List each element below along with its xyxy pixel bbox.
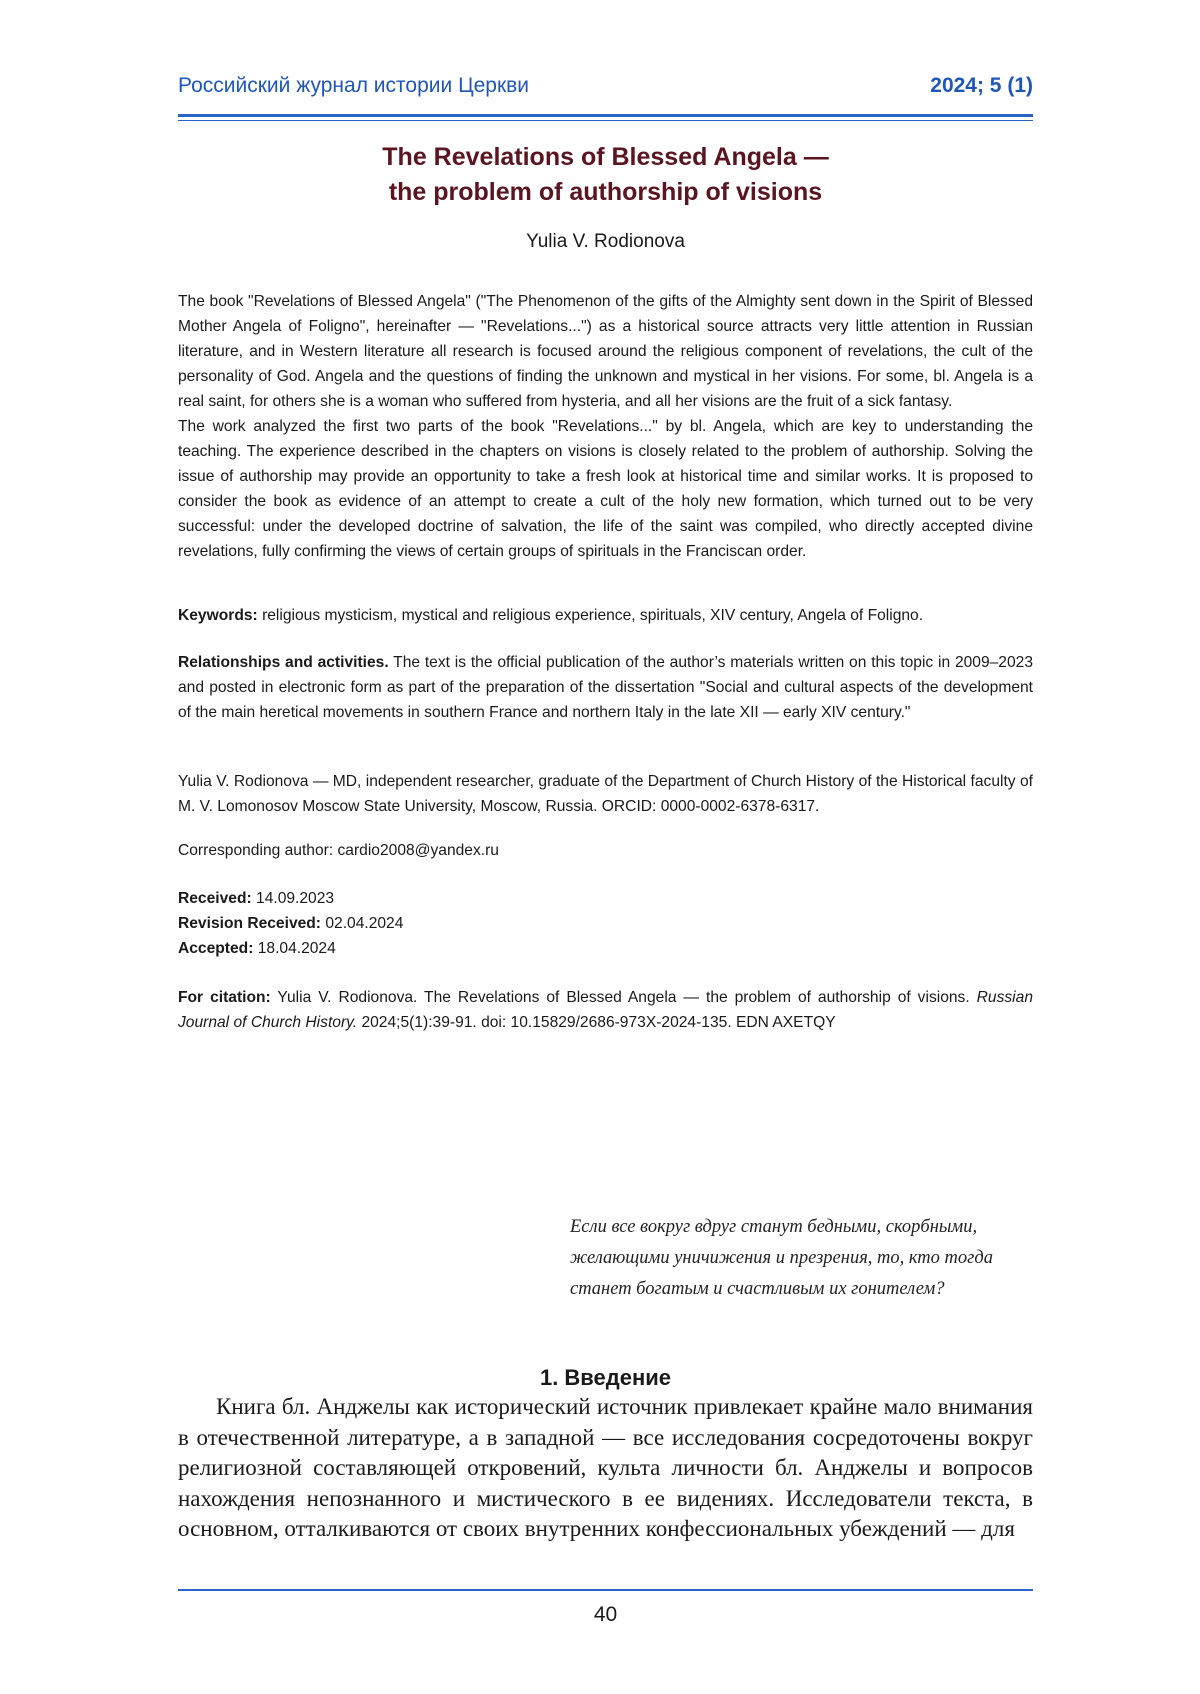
article-title [178,140,1033,210]
relationships-label: Relationships and activities. [178,654,389,671]
corresponding-author [178,838,1033,863]
footer-rule [178,1589,1033,1591]
keywords-label: Keywords: [178,607,258,624]
abstract [178,289,1033,564]
received-line [178,886,1033,911]
journal-name: Российский журнал истории Церкви [178,74,530,97]
section-body-text: Книга бл. Анджелы как исторический источник привлекает крайне мало внимания в отечественной литературе, а в западной — все исследования сосредоточены вокруг религиозной составляющей откровений, культа личности бл. Анджелы и вопросов нахождения непознанного и мистического в ее видениях. Исследователи текста, в основном, отталкиваются от своих внутренних конфессиональных убеждений — для [178,1394,1033,1541]
accepted-label: Accepted: [178,940,254,957]
citation-text-2: 2024;5(1):39-91. doi: 10.15829/2686-973X-2024-135. EDN AXETQY [357,1014,836,1031]
citation-journal: Russian Journal of Church History. [178,989,1033,1031]
citation [178,985,1033,1035]
revision-date: 02.04.2024 [321,915,404,932]
header-rule-thick [178,114,1033,117]
received-label: Received: [178,890,252,907]
title-line-1: The Revelations of Blessed Angela — [382,143,829,171]
page-number: 40 [593,1603,618,1626]
keywords-text: religious mysticism, mystical and religious experience, spirituals, XIV century, Angela of Foligno. [257,607,924,624]
author-info-text: Yulia V. Rodionova — MD, independent researcher, graduate of the Department of Church History of the Historical faculty of M. V. Lomonosov Moscow State University, Moscow, Russia. ORCID: 0000-0002-6378-6317. [178,773,1033,815]
citation-label: For citation: [178,989,271,1006]
author-info [178,769,1033,819]
epigraph: Если все вокруг вдруг станут бедными, скорбными, желающими уничижения и презрения, то, кто тогда станет богатым и счастливым их гонителем? [570,1217,993,1299]
dates [178,886,1033,961]
header-rule-thin [178,120,1033,121]
accepted-date: 18.04.2024 [253,940,336,957]
corresponding-text[interactable]: Corresponding author: cardio2008@yandex.ru [178,842,499,859]
accepted-line [178,936,1033,961]
section-heading: 1. Введение [539,1365,672,1390]
citation-text-1: Yulia V. Rodionova. The Revelations of Blessed Angela — the problem of authorship of visions. [270,989,977,1006]
running-header [178,74,1033,104]
received-date: 14.09.2023 [251,890,335,907]
abstract-paragraph-1: The book "Revelations of Blessed Angela" ("The Phenomenon of the gifts of the Almighty sent down in the Spirit of Blessed Mother Angela of Foligno", hereinafter — "Revelations...") as a historical source attracts very little attention in Russian literature, and in Western literature all research is focused around the religious component of revelations, the cult of the personality of God. Angela and the questions of finding the unknown and mystical in her visions. For some, bl. Angela is a real saint, for others she is a woman who suffered from hysteria, and all her visions are the fruit of a sick fantasy. [178,293,1033,410]
revision-line [178,911,1033,936]
keywords [178,603,1033,628]
relationships [178,650,1033,725]
issue-number: 2024; 5 (1) [930,74,1033,97]
title-line-2: the problem of authorship of visions [388,178,823,206]
relationships-text: The text is the official publication of the author’s materials written on this topic in 2009–2023 and posted in electronic form as part of the preparation of the dissertation "Social and cultural aspects of the development of the main heretical movements in southern France and northern Italy in the late XII — early XIV century." [178,654,1033,721]
article-author: Yulia V. Rodionova [526,231,685,252]
revision-label: Revision Received: [178,915,322,932]
abstract-paragraph-2: The work analyzed the first two parts of the book "Revelations..." by bl. Angela, which are key to understanding the teaching. The experience described in the chapters on visions is closely related to the problem of authorship. Solving the issue of authorship may provide an opportunity to take a fresh look at historical time and similar works. It is proposed to consider the book as evidence of an attempt to create a cult of the holy new formation, which turned out to be very successful: under the developed doctrine of salvation, the life of the saint was compiled, who directly accepted divine revelations, fully confirming the views of certain groups of spirituals in the Franciscan order. [178,418,1033,560]
